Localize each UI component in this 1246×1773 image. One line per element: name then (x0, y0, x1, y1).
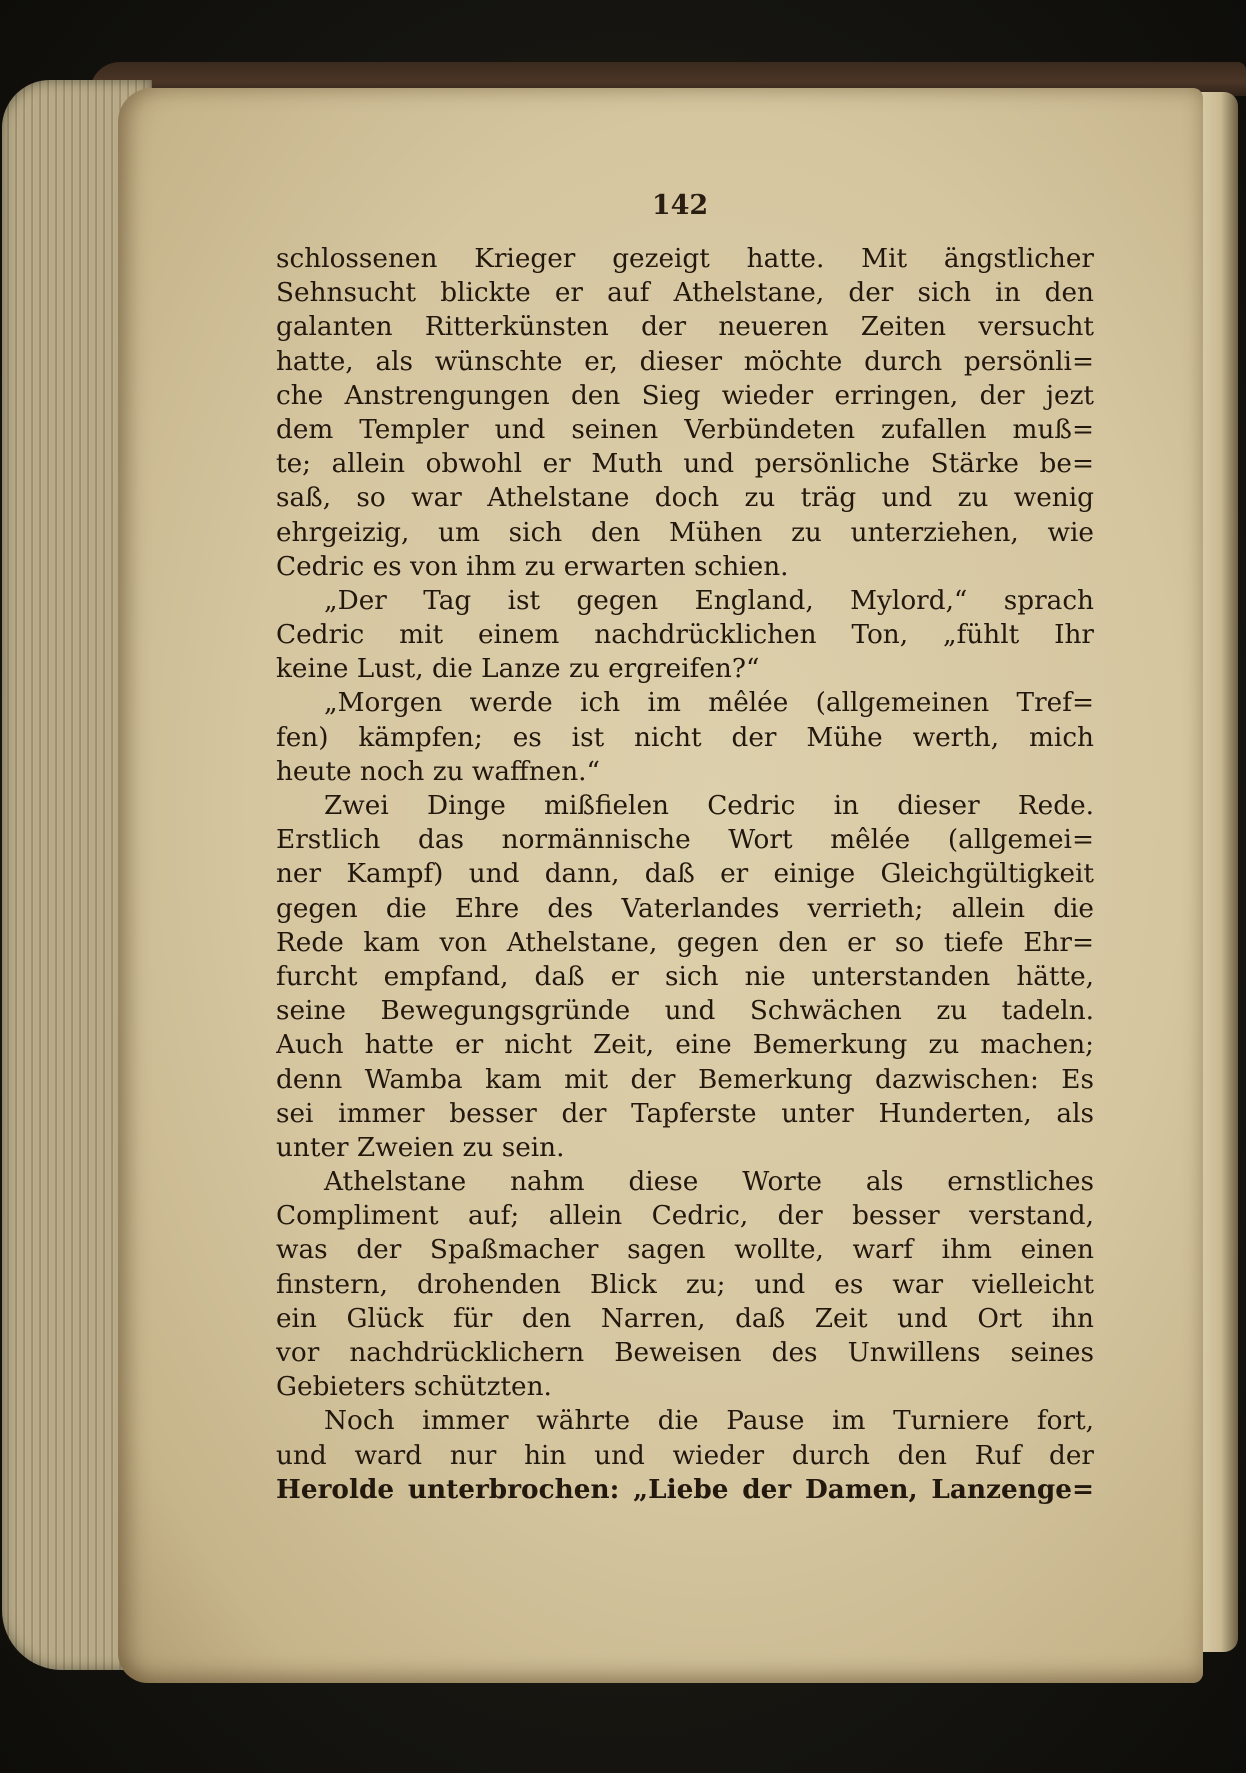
text-line: Cedric mit einem nachdrücklichen Ton, „fühlt Ihr (276, 620, 1094, 651)
text-line: Gebieters schützten. (276, 1372, 552, 1403)
text-line: furcht empfand, daß er sich nie unterstanden hätte, (276, 961, 1094, 992)
text-line: was der Spaßmacher sagen wollte, warf ihm einen (276, 1235, 1094, 1266)
text-line: ein Glück für den Narren, daß Zeit und Ort ihn (276, 1303, 1094, 1334)
text-line: denn Wamba kam mit der Bemerkung dazwischen: Es (276, 1064, 1094, 1095)
text-line: seine Bewegungsgründe und Schwächen zu tadeln. (276, 996, 1094, 1027)
text-line: unter Zweien zu sein. (276, 1132, 565, 1163)
text-line: fen) kämpfen; es ist nicht der Mühe werth, mich (276, 722, 1094, 753)
text-line: Herolde unterbrochen: „Liebe der Damen, Lanzenge= (276, 1473, 1094, 1505)
text-line: gegen die Ehre des Vaterlandes verrieth; allein die (276, 893, 1094, 924)
text-line: Auch hatte er nicht Zeit, eine Bemerkung zu machen; (276, 1030, 1094, 1061)
text-line: „Morgen werde ich im mêlée (allgemeinen Tref= (324, 688, 1094, 719)
text-line: Sehnsucht blickte er auf Athelstane, der sich in den (276, 278, 1094, 309)
text-line: sei immer besser der Tapferste unter Hunderten, als (276, 1098, 1094, 1129)
text-line: che Anstrengungen den Sieg wieder erringen, der jezt (276, 380, 1094, 411)
text-line: „Der Tag ist gegen England, Mylord,“ sprach (324, 585, 1094, 616)
text-line: und ward nur hin und wieder durch den Ruf der (276, 1440, 1094, 1471)
text-line: ehrgeizig, um sich den Mühen zu unterziehen, wie (276, 517, 1094, 548)
page-number: 142 (651, 190, 709, 221)
text-line: galanten Ritterkünsten der neueren Zeiten versucht (276, 312, 1094, 343)
text-line: heute noch zu waffnen.“ (276, 756, 600, 787)
text-line: saß, so war Athelstane doch zu träg und zu wenig (276, 483, 1094, 514)
text-line: Zwei Dinge mißfielen Cedric in dieser Rede. (324, 791, 1094, 821)
text-line: dem Templer und seinen Verbündeten zufallen muß= (276, 414, 1094, 445)
text-line: Noch immer währte die Pause im Turniere fort, (324, 1406, 1094, 1437)
text-line: Athelstane nahm diese Worte als ernstliches (324, 1167, 1094, 1198)
text-line: te; allein obwohl er Muth und persönliche Stärke be= (276, 449, 1094, 480)
page-text (276, 242, 1094, 1507)
text-line: vor nachdrücklichern Beweisen des Unwillens seines (276, 1338, 1094, 1368)
text-line: ner Kampf) und dann, daß er einige Gleichgültigkeit (276, 859, 1094, 890)
text-line: hatte, als wünschte er, dieser möchte durch persönli= (276, 346, 1094, 377)
text-line: Cedric es von ihm zu erwarten schien. (276, 551, 789, 582)
text-line: finstern, drohenden Blick zu; und es war vielleicht (276, 1269, 1094, 1300)
text-line: Rede kam von Athelstane, gegen den er so tiefe Ehr= (276, 927, 1094, 958)
text-line: keine Lust, die Lanze zu ergreifen?“ (276, 654, 760, 685)
text-line: schlossenen Krieger gezeigt hatte. Mit ängstlicher (276, 244, 1094, 274)
text-line: Erstlich das normännische Wort mêlée (allgemei= (276, 825, 1094, 856)
text-line: Compliment auf; allein Cedric, der besser verstand, (276, 1201, 1094, 1232)
